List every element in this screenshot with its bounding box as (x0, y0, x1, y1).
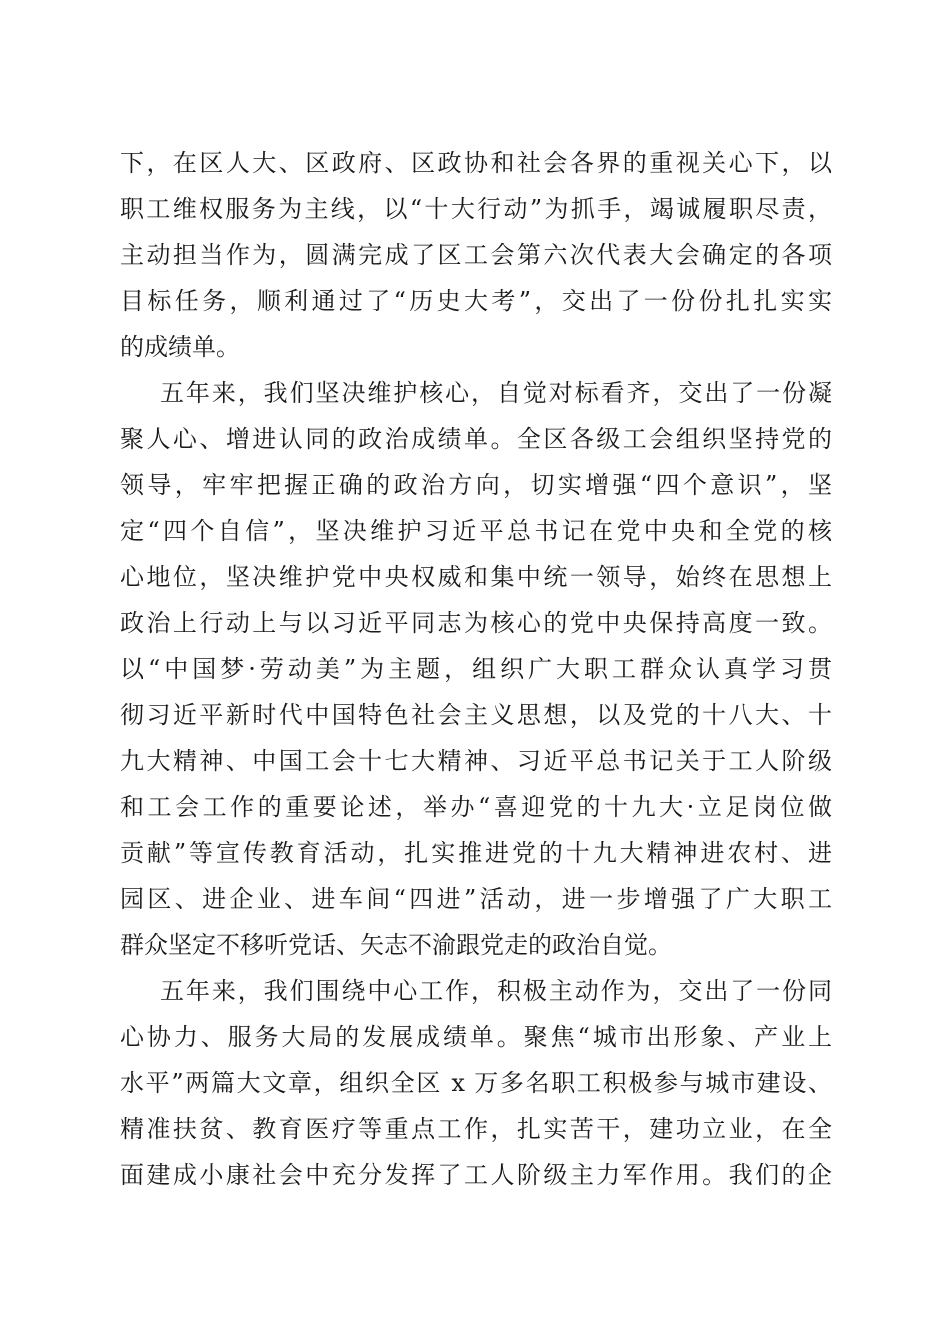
text-line: 领导，牢牢把握正确的政治方向，切实增强“四个意识”，坚 (120, 471, 832, 499)
text-line: 五年来，我们围绕中心工作，积极主动作为，交出了一份同 (160, 977, 832, 1005)
text-line: 的成绩单。 (120, 333, 240, 361)
text-line: 以“中国梦·劳动美”为主题，组织广大职工群众认真学习贯 (120, 655, 832, 683)
text-line: 目标任务，顺利通过了“历史大考”，交出了一份份扎扎实实 (120, 287, 832, 315)
text-line: 心地位，坚决维护党中央权威和集中统一领导，始终在思想上 (120, 563, 832, 591)
text-line: 政治上行动上与以习近平同志为核心的党中央保持高度一致。 (120, 609, 832, 637)
text-line: 九大精神、中国工会十七大精神、习近平总书记关于工人阶级 (120, 747, 832, 775)
text-line: 和工会工作的重要论述，举办“喜迎党的十九大·立足岗位做 (120, 793, 832, 821)
document-body (120, 140, 832, 1198)
text-line: 贡献”等宣传教育活动，扎实推进党的十九大精神进农村、进 (120, 839, 832, 867)
text-line: 水平”两篇大文章，组织全区 x 万多名职工积极参与城市建设、 (120, 1069, 832, 1097)
paragraph-3 (120, 968, 832, 1198)
text-line: 主动担当作为，圆满完成了区工会第六次代表大会确定的各项 (120, 241, 832, 269)
text-line: 下，在区人大、区政府、区政协和社会各界的重视关心下，以 (120, 149, 832, 177)
text-line: 彻习近平新时代中国特色社会主义思想，以及党的十八大、十 (120, 701, 832, 729)
text-line: 园区、进企业、进车间“四进”活动，进一步增强了广大职工 (120, 885, 832, 913)
text-line: 面建成小康社会中充分发挥了工人阶级主力军作用。我们的企 (120, 1161, 832, 1189)
text-line: 心协力、服务大局的发展成绩单。聚焦“城市出形象、产业上 (120, 1023, 832, 1051)
paragraph-1 (120, 140, 832, 370)
paragraph-2 (120, 370, 832, 968)
text-line: 聚人心、增进认同的政治成绩单。全区各级工会组织坚持党的 (120, 425, 832, 453)
text-line: 职工维权服务为主线，以“十大行动”为抓手，竭诚履职尽责， (120, 195, 832, 223)
text-line: 定“四个自信”，坚决维护习近平总书记在党中央和全党的核 (120, 517, 832, 545)
text-line: 五年来，我们坚决维护核心，自觉对标看齐，交出了一份凝 (160, 379, 832, 407)
text-line: 群众坚定不移听党话、矢志不渝跟党走的政治自觉。 (120, 931, 672, 959)
text-line: 精准扶贫、教育医疗等重点工作，扎实苦干，建功立业，在全 (120, 1115, 832, 1143)
